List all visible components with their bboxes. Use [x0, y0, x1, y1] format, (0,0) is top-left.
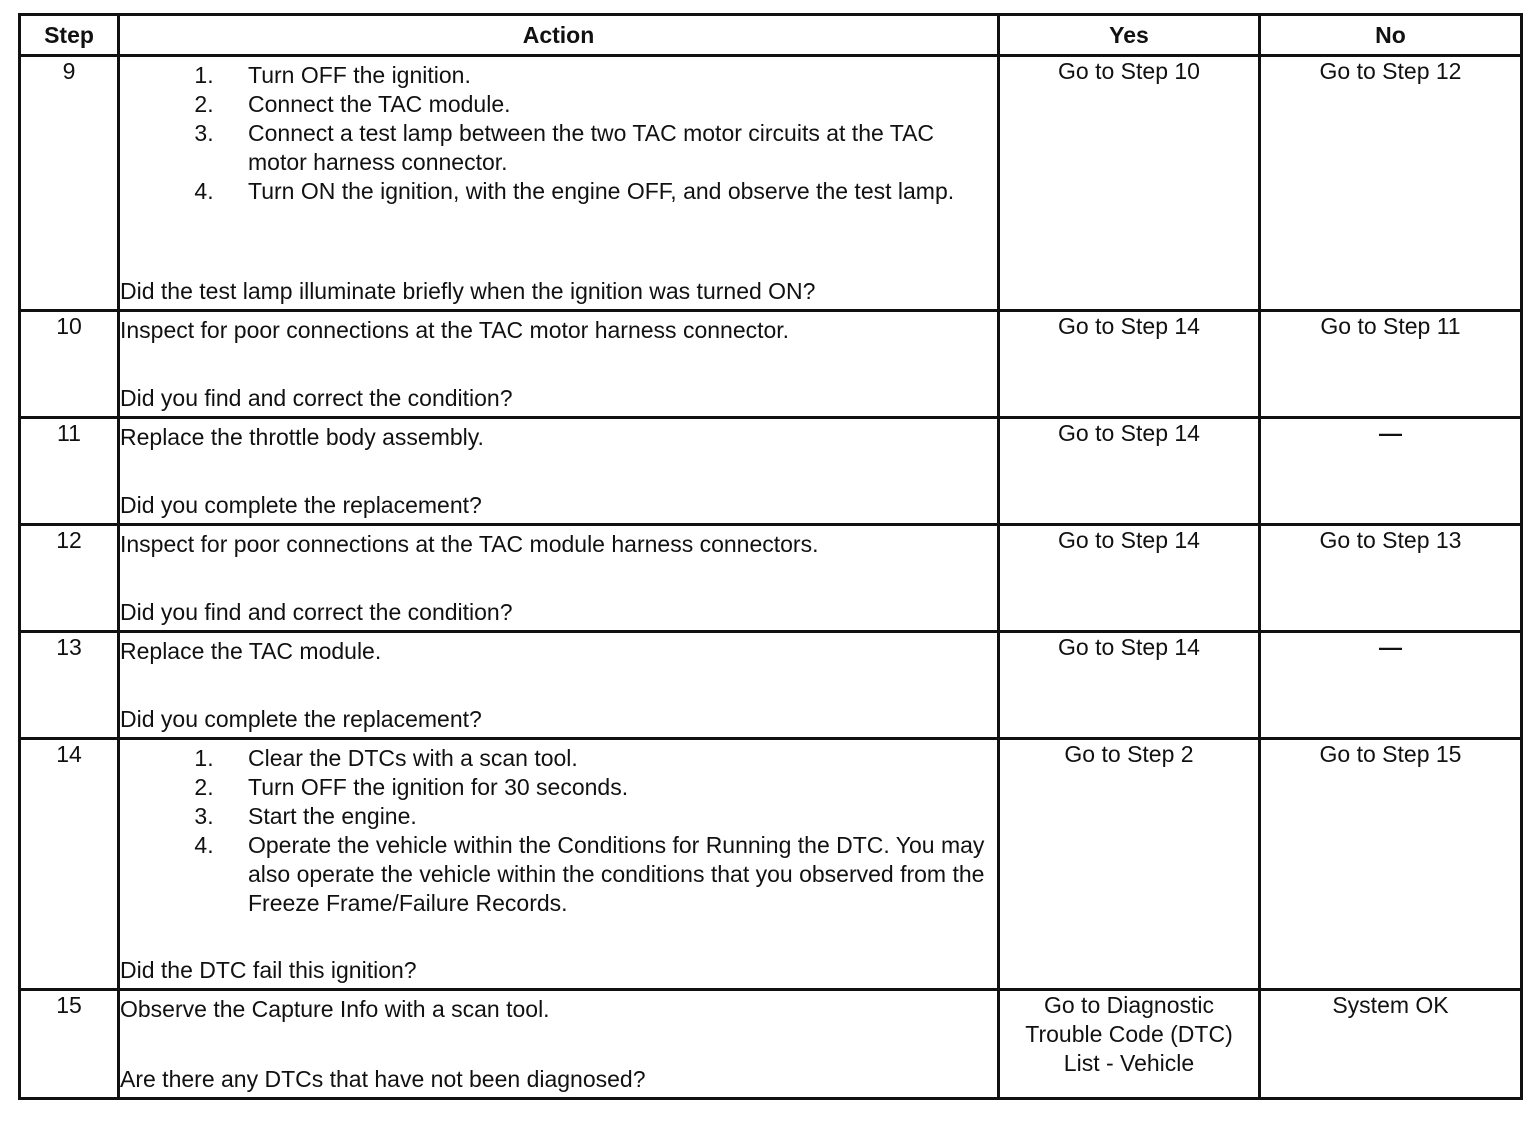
step-number: 11: [20, 418, 119, 525]
action-cell: [119, 990, 999, 1099]
step-number: 9: [20, 56, 119, 311]
no-result: Go to Step 11: [1260, 311, 1522, 418]
action-step: 3. Connect a test lamp between the two TAC motor circuits at the TAC motor harness connector.: [220, 119, 997, 177]
action-question: Did you complete the replacement?: [120, 706, 482, 732]
header-step: Step: [20, 15, 119, 56]
table-row-step-12: [20, 525, 1522, 632]
step-number: 15: [20, 990, 119, 1099]
action-step: 4. Operate the vehicle within the Conditions for Running the DTC. You may also operate the vehicle within the conditions that you observed from the Freeze Frame/Failure Records.: [220, 831, 997, 918]
yes-result: Go to Step 14: [999, 418, 1260, 525]
action-instruction: Replace the throttle body assembly.: [120, 424, 484, 450]
action-cell: [119, 311, 999, 418]
table-row-step-9: [20, 56, 1522, 311]
yes-result-line: Go to Diagnostic: [1043, 992, 1215, 1018]
action-question: Did the test lamp illuminate briefly when the ignition was turned ON?: [120, 278, 816, 304]
no-result-dash: —: [1260, 632, 1522, 739]
action-steps-list: [120, 61, 997, 206]
table-row-step-10: [20, 311, 1522, 418]
header-action: Action: [119, 15, 999, 56]
action-step: 2. Turn OFF the ignition for 30 seconds.: [220, 773, 997, 802]
yes-result-line: List - Vehicle: [1063, 1050, 1195, 1076]
action-instruction: Observe the Capture Info with a scan tool.: [120, 996, 550, 1022]
action-cell: [119, 418, 999, 525]
action-question: Did the DTC fail this ignition?: [120, 957, 417, 983]
header-yes: Yes: [999, 15, 1260, 56]
no-result-dash: —: [1260, 418, 1522, 525]
yes-result: Go to Step 10: [999, 56, 1260, 311]
action-cell: [119, 739, 999, 990]
no-result: System OK: [1260, 990, 1522, 1099]
step-number: 10: [20, 311, 119, 418]
table-row-step-11: [20, 418, 1522, 525]
yes-result: Go to Step 2: [999, 739, 1260, 990]
table-row-step-13: [20, 632, 1522, 739]
yes-result: Go to Step 14: [999, 632, 1260, 739]
header-no: No: [1260, 15, 1522, 56]
action-step: 3. Start the engine.: [220, 802, 997, 831]
action-step: 4. Turn ON the ignition, with the engine OFF, and observe the test lamp.: [220, 177, 997, 206]
action-instruction: Inspect for poor connections at the TAC motor harness connector.: [120, 317, 790, 343]
action-cell: [119, 632, 999, 739]
table-row-step-15: [20, 990, 1522, 1099]
no-result: Go to Step 15: [1260, 739, 1522, 990]
yes-result-line: Trouble Code (DTC): [1025, 1021, 1233, 1047]
action-cell: [119, 525, 999, 632]
action-cell: [119, 56, 999, 311]
step-number: 12: [20, 525, 119, 632]
yes-result: [999, 990, 1260, 1099]
action-question: Did you complete the replacement?: [120, 492, 482, 518]
table-row-step-14: [20, 739, 1522, 990]
no-result: Go to Step 13: [1260, 525, 1522, 632]
action-step: 1. Clear the DTCs with a scan tool.: [220, 744, 997, 773]
yes-result: Go to Step 14: [999, 525, 1260, 632]
action-steps-list: [120, 744, 997, 918]
step-number: 13: [20, 632, 119, 739]
header-row: [20, 15, 1522, 56]
step-number: 14: [20, 739, 119, 990]
action-question: Are there any DTCs that have not been diagnosed?: [120, 1066, 646, 1092]
action-step: 2. Connect the TAC module.: [220, 90, 997, 119]
no-result: Go to Step 12: [1260, 56, 1522, 311]
action-step: 1. Turn OFF the ignition.: [220, 61, 997, 90]
action-question: Did you find and correct the condition?: [120, 385, 513, 411]
action-question: Did you find and correct the condition?: [120, 599, 513, 625]
action-instruction: Replace the TAC module.: [120, 638, 382, 664]
action-instruction: Inspect for poor connections at the TAC module harness connectors.: [120, 531, 819, 557]
diagnostic-table: [18, 13, 1523, 1100]
yes-result: Go to Step 14: [999, 311, 1260, 418]
